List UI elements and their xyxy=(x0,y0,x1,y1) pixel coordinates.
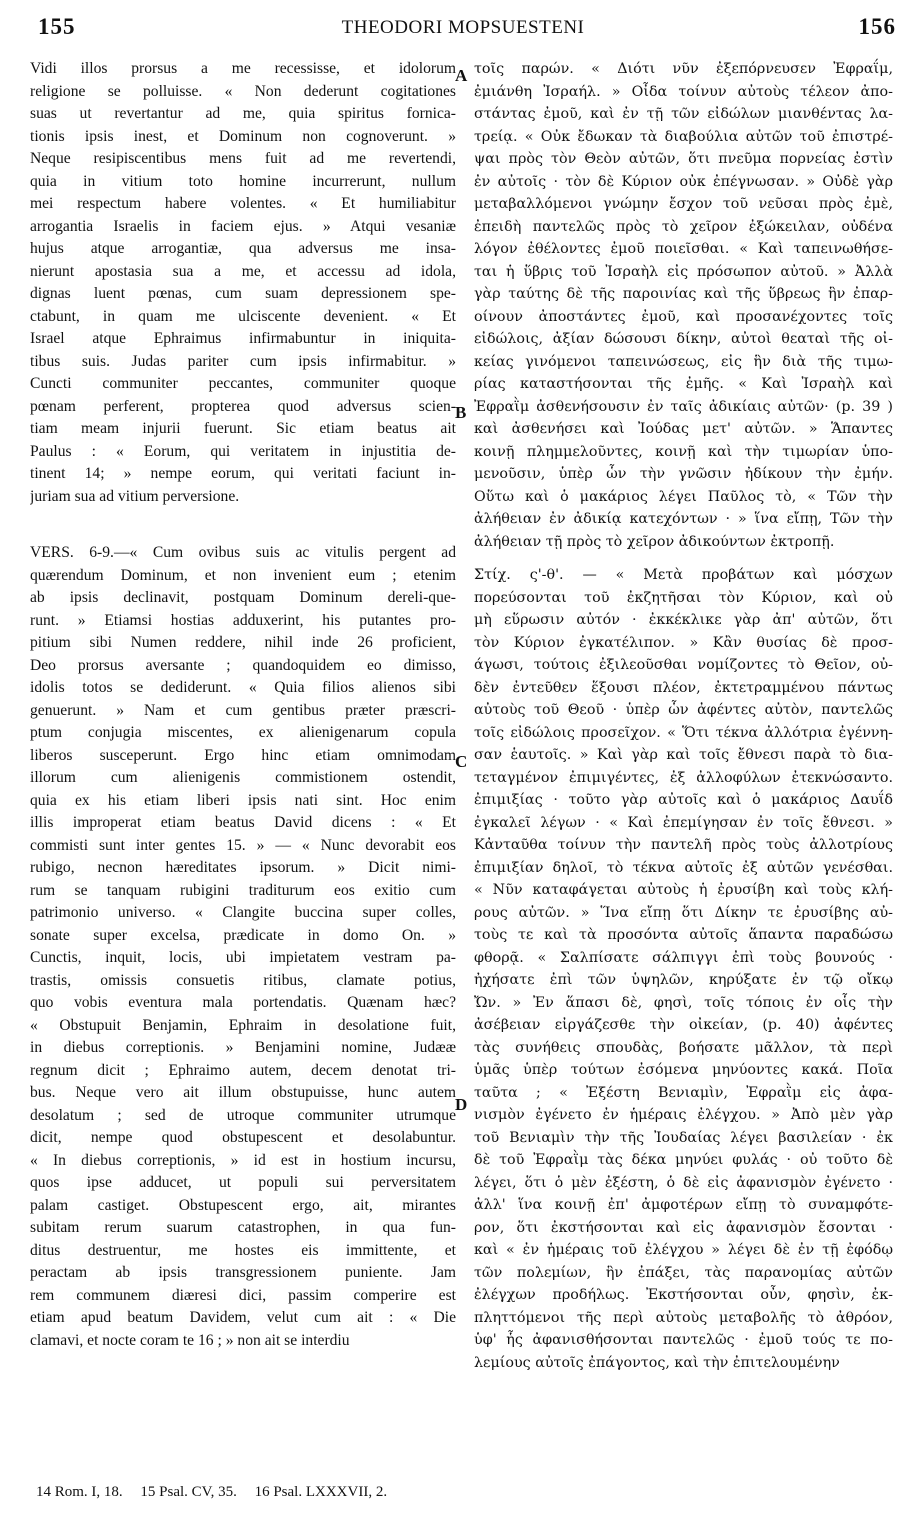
margin-mark-d: D xyxy=(455,1095,468,1114)
latin-text-line: Neque resipiscentibus mens fuit ad me revertendi, xyxy=(30,150,456,167)
latin-text-line: peractam ab ipsis transgressionem puniente. Jam xyxy=(30,1264,456,1281)
latin-text-line: trastis, omissis consuetis ritibus, clamate potius, xyxy=(30,971,456,989)
greek-text-line: νισμὸν ἐγένετο ἐν ἡμέραις ἐλέγχου. » Ἀπὸ μὲν γὰρ xyxy=(474,1107,893,1123)
greek-text-line: ἐμιάνθη Ἰσραήλ. » Οἶδα τοίνυν αὐτοὺς τέλεον ἀπο- xyxy=(474,83,893,100)
latin-text-line: clamavi, et nocte coram te 16 ; » non ait se interdiu xyxy=(30,1331,350,1349)
latin-text-line: « In diebus correptionis, » id est in hostium incursu, xyxy=(30,1151,456,1169)
margin-mark-c: C xyxy=(455,752,468,771)
greek-text-line: ἀλήθειαν ἐν ἀδικίᾳ κατεχόντων · » ἵνα εἴπῃ, Τῶν τὴν xyxy=(474,511,893,527)
greek-text-line: ρίας καταστήσονται τῆς ἐμῆς. « Καὶ Ἰσραὴλ καὶ xyxy=(474,376,893,392)
latin-column xyxy=(30,58,456,1352)
page-number-right: 156 xyxy=(858,14,896,39)
greek-text-line: ἀσέβειαν εἰργάζεσθε τὴν οἰκείαν, (p. 40) ἀφέντες xyxy=(474,1017,893,1033)
greek-text-line: τὰς συνήθεις σπουδὰς, βοήσατε μᾶλλον, τὰ περὶ xyxy=(474,1039,893,1056)
greek-text-line: λέγει, ὅτι ὁ μὲν ἐξέστη, ὁ δὲ εἰς ἀφανισμὸν ἐγένετο · xyxy=(474,1174,893,1191)
latin-text-line: rem communem diæresi dici, passim comperire est xyxy=(30,1286,456,1304)
latin-text-line: runt. » Etiamsi hostias adduxerint, his putantes pro- xyxy=(30,611,456,629)
latin-text-line: Cuncti communiter peccantes, communiter quoque xyxy=(30,375,456,392)
greek-text-line: μενοῦσιν, ὑπὲρ ὧν τὴν γνῶσιν ἠδίκουν τὴν ἐμήν. xyxy=(474,466,893,482)
greek-text-line: τοῦ Βενιαμὶν τὴν τῆς Ἰουδαίας λέγει βασιλείαν · ἐκ xyxy=(474,1129,893,1146)
latin-text-line: Israel atque Ephraimus infirmabuntur in iniquita- xyxy=(30,330,456,347)
latin-text-line: quia ex his etiam liberi ipsis nati sint. Hoc enim xyxy=(30,791,456,809)
latin-text-line: genuerunt. » Nam et cum gentibus præter præscri- xyxy=(30,701,456,719)
paragraph-gap xyxy=(30,508,456,542)
greek-text-line: μὴ εὕρωσιν αὐτόν · ἐκκέκλικε γὰρ ἀπ' αὐτῶν, ὅτι xyxy=(474,612,893,628)
latin-text-line: Vidi illos prorsus a me recessisse, et idolorum xyxy=(30,60,456,77)
greek-text-line: αὐτοὺς τοῦ Θεοῦ · ὑπὲρ ὧν ἀφέντες αὐτὸν, παντελῶς xyxy=(474,702,893,718)
latin-text-line: rubigo, necnon hæreditates ipsorum. » Dicit nimi- xyxy=(30,859,456,876)
margin-mark-a: A xyxy=(455,66,468,85)
latin-text-line: quia in vitium toto homine incurrerunt, nullum xyxy=(30,172,456,190)
latin-text-line: regnum dicit ; Ephraimo autem, decem denotat tri- xyxy=(30,1061,456,1079)
greek-text-line: ἀλλ' ἵνα κοινῇ ἐπ' ἀμφοτέρων εἴπῃ τὸ συναμφότε- xyxy=(474,1197,893,1213)
latin-text-line: palam castiget. Obstupescent ergo, ait, mirantes xyxy=(30,1196,456,1214)
greek-text-line: λεμίους αὐτοῖς ἐπάγοντος, καὶ τὴν ἐπιτελουμένην xyxy=(474,1354,840,1371)
greek-text-line: τῶν πολεμίων, ἣν ἐπάξει, τὰς παρανομίας αὐτῶν xyxy=(474,1264,893,1281)
greek-text-line: δὲ τοῦ Ἐφραῒμ τὰς δέκα μηνύει φυλάς · οὐ τοῦτο δὲ xyxy=(474,1152,893,1168)
greek-text-line: ἐπιμιξίαν δηλοῖ, τὸ τέκνα αὐτοῖς ἐξ αὐτῶν γενέσθαι. xyxy=(474,859,893,876)
latin-text-line: subitam rerum suarum catastrophen, in qua fun- xyxy=(30,1219,456,1236)
greek-text-line: Ἐφραῒμ ἀσθενήσουσιν ἐν ταῖς ἀδικίαις αὐτῶν· (p. 39 ) xyxy=(474,398,893,415)
greek-text-line: ρους αὐτῶν. » Ἵνα εἴπῃ ὅτι Δίκην τε ἐρυσίβης αὐ- xyxy=(474,904,893,921)
latin-text-line: « Obstupuit Benjamin, Ephraim in desolatione fuit, xyxy=(30,1016,456,1034)
greek-text-line: ἐλέγχων προδήλως. Ἐκστήσονται οὖν, φησὶν, ἐκ- xyxy=(474,1287,893,1303)
greek-text-line: ἀλήθειαν τῇ πρὸς τὸ χεῖρον ἀδικούντων ἐκτροπῇ. xyxy=(474,533,835,550)
greek-text-line: εἰδώλοις, ἀξίαν δώσουσι δίκην, αὐτοὶ θεαταὶ τῆς οἰ- xyxy=(474,331,893,347)
latin-text-line: quo vobis eventura mala portendatis. Quænam hæc? xyxy=(30,994,456,1011)
greek-text-line: Στίχ. ς'-θ'. — « Μετὰ προβάτων καὶ μόσχων xyxy=(474,567,893,583)
latin-text-line: patrimonio universo. « Clangite buccina super colles, xyxy=(30,904,456,921)
latin-text-line: ptum conjugia miscentes, ex alienigenarum copula xyxy=(30,724,456,741)
greek-text-line: λόγον ἐθέλοντες ἐμοῦ ποιεῖσθαι. « Καὶ ταπεινωθήσε- xyxy=(474,241,893,257)
latin-text-line: Paulus : « Eorum, qui veritatem in injustitia de- xyxy=(30,442,456,460)
latin-text-line: ab ipsis declinavit, postquam Dominum dereli-que- xyxy=(30,589,456,606)
latin-text-line: nierunt apostasia sua a me, et accessu ad idola, xyxy=(30,262,456,280)
greek-text-line: τοὺς τε καὶ τὰ προσόντα αὐτοῖς ἅπαντα παραδώσω xyxy=(474,927,893,943)
greek-text-line: κείας γινόμενοι ταπεινώσεως, εἰς ἣν διὰ τῆς τιμω- xyxy=(474,353,893,370)
latin-text-line: ditus destruentur, me hostes eis immittente, et xyxy=(30,1241,456,1259)
footnote: 15 Psal. CV, 35. xyxy=(140,1484,237,1500)
greek-text-line: ἐγκαλεῖ λέγων · « Καὶ ἐπεμίγησαν ἐν τοῖς ἔθνεσι. » xyxy=(474,814,893,831)
greek-text-line: γὰρ ταύτης δὲ τῆς παροινίας καὶ τῆς ὕβρεως ἣν ἐπαρ- xyxy=(474,286,893,302)
latin-text-line: sonate super excelsa, prædicate in domo On. » xyxy=(30,926,456,944)
latin-text-line: tiam meam injurii fuerunt. Sic etiam beatus ait xyxy=(30,420,456,437)
greek-text-line: ρον, ὅτι ἐκστήσονται καὶ εἰς ἀφανισμὸν ἔσονται · xyxy=(474,1219,893,1236)
latin-text-line: Deo prorsus aversante ; quandoquidem eo dimisso, xyxy=(30,656,456,674)
greek-text-line: πληττόμενοι τῆς περὶ αὐτοὺς μεταβολῆς τὸ ἀθρόον, xyxy=(474,1309,893,1326)
greek-text-line: σαν ἑαυτοῖς. » Καὶ γὰρ καὶ τοῖς ἔθνεσι παρὰ τὸ δια- xyxy=(474,747,893,763)
greek-text-line: τρείᾳ. « Οὐκ ἔδωκαν τὰ διαβούλια αὐτῶν τοῦ ἐπιστρέ- xyxy=(474,128,893,145)
greek-text-line: φθορᾷ. « Σαλπίσατε σάλπιγγι ἐπὶ τοὺς βουνούς · xyxy=(474,949,893,966)
latin-text-line: dicit, nempe quod obstupescent et desolabuntur. xyxy=(30,1129,456,1146)
greek-text-line: ὑμᾶς ὑπὲρ τούτων ἐσόμενα μηνύοντες κακά. Ποῖα xyxy=(474,1062,893,1078)
greek-text-line: μεταβαλλόμενοι γνώμην ἔσχον τοῦ νεῦσαι πρὸς ἐμὲ, xyxy=(474,196,893,212)
greek-text-line: κοινῇ πλημμελοῦντες, κοινῇ καὶ τὴν τιμωρίαν ὑπο- xyxy=(474,443,893,460)
latin-text-line: tibus suis. Judas pariter cum ipsis infirmabitur. » xyxy=(30,352,456,370)
greek-text-line: καὶ « ἐν ἡμέραις τοῦ ἐλέγχου » λέγει δὲ ἐν τῇ ἐφόδῳ xyxy=(474,1242,893,1258)
greek-text-line: ἐπιμιξίας · τοῦτο γὰρ αὐτοῖς καὶ ὁ μακάριος Δαυΐδ xyxy=(474,792,893,808)
greek-text-line: Κἀνταῦθα τοίνυν τὴν παντελῆ πρὸς τοὺς ἀλλοτρίους xyxy=(474,837,893,853)
footnote: 16 Psal. LXXXVII, 2. xyxy=(254,1484,388,1500)
greek-text-line: στάντας ἐμοῦ, καὶ ἐν τῇ τῶν εἰδώλων μιανθέντας λα- xyxy=(474,106,893,122)
latin-text-line: tionis ipsis inest, et Dominum non cognoverunt. » xyxy=(30,127,456,145)
page-number-left: 155 xyxy=(38,14,76,39)
latin-text-line: VERS. 6-9.—« Cum ovibus suis ac vitulis pergent ad xyxy=(30,544,456,561)
latin-text-line: Cunctis, inquit, locis, ubi impietatem vestram pa- xyxy=(30,949,456,966)
greek-text-line: Οὕτω καὶ ὁ μακάριος λέγει Παῦλος τὸ, « Τῶν τὴν xyxy=(474,488,893,505)
latin-text-line: etiam apud beatum Davidem, velut cum ait : « Die xyxy=(30,1309,456,1326)
greek-text-line: τοῖς παρών. « Διότι νῦν ἐξεπόρνευσεν Ἐφραΐμ, xyxy=(474,61,893,77)
latin-text-line: rum se tanquam rubigini traditurum eos exitio cum xyxy=(30,881,456,899)
latin-text-line: in diebus correptionis. » Benjamini nomine, Judææ xyxy=(30,1039,456,1056)
latin-text-line: desolatum ; sed de utroque communiter utrumque xyxy=(30,1106,456,1124)
latin-text-line: dignas luent pœnas, cum suam depressionem spe- xyxy=(30,285,456,302)
greek-text-line: οίνουν ἀποστάντες ἐμοῦ, καὶ προσανέχοντες τοῖς xyxy=(474,308,893,325)
footnote: 14 Rom. I, 18. xyxy=(36,1484,123,1500)
greek-text-line: πορεύσονται τοῦ ἐκζητῆσαι τὸν Κύριον, καὶ οὐ xyxy=(474,589,893,606)
latin-text-line: illis improperat etiam beatus David dicens : « Et xyxy=(30,814,456,831)
latin-text-line: bus. Neque vero ait illum obstupuisse, hunc autem xyxy=(30,1084,456,1101)
greek-text-line: ἐν αὐτοῖς · τὸν δὲ Κύριον οὐκ ἐπέγνωσαν. » Οὐδὲ γὰρ xyxy=(474,173,893,190)
latin-text-line: religione se polluisse. « Non dederunt cogitationes xyxy=(30,82,456,100)
greek-text-line: ἐπειδὴ παντελῶς πρὸς τὸ χεῖρον ἐξώκειλαν, οὐδένα xyxy=(474,218,893,235)
latin-text-line: suas ut revertantur ad me, quia spiritus fornica- xyxy=(30,105,456,122)
latin-text-line: commisti sunt inter gentes 15. » — « Nunc devorabit eos xyxy=(30,836,456,854)
greek-text-line: άγωσι, τούτοις ἐξιλεοῦσθαι νομίζοντες τὸ Θεῖον, οὐ- xyxy=(474,657,893,673)
greek-text-line: « Νῦν καταφάγεται αὐτοὺς ἡ ἐρυσίβη καὶ τοὺς κλή- xyxy=(474,882,893,898)
greek-column xyxy=(474,58,893,1374)
greek-text-line: ται ἡ ὕβρις τοῦ Ἰσραὴλ εἰς πρόσωπον αὐτοῦ. » Ἀλλὰ xyxy=(474,263,893,280)
latin-text-line: mei respectum habere volentes. « Et humiliabitur xyxy=(30,195,456,212)
latin-text-line: quærendum Dominum, et non invenient eum ; etenim xyxy=(30,566,456,584)
greek-text-line: τοῖς εἰδώλοις προσεῖχον. « Ὅτι τέκνα ἀλλότρια ἐγέννη- xyxy=(474,724,893,741)
latin-text-line: arrogantia Israelis in faciem ejus. » Atqui vesaniæ xyxy=(30,217,456,235)
latin-text-line: illorum cum alienigenis commistionem ostendit, xyxy=(30,769,456,786)
latin-text-line: tinent 14; » nempe eorum, qui veritati faciunt in- xyxy=(30,465,456,482)
paragraph-gap xyxy=(474,553,893,564)
latin-text-line: pitium sibi Numen reddere, nihil inde 26 proficient, xyxy=(30,634,456,651)
greek-text-line: τὸν Κύριον ἐγκατέλιπον. » Κἂν θυσίας δὲ προσ- xyxy=(474,634,893,651)
greek-text-line: καὶ ἀσθενήσει καὶ Ἰούδας μετ' αὐτῶν. » Ἅπαντες xyxy=(474,421,893,437)
greek-text-line: ἠχήσατε ἐπὶ τῶν ὑψηλῶν, κηρύξατε ἐν τῷ οἴκῳ xyxy=(474,972,893,988)
running-title: THEODORI MOPSUESTENI xyxy=(341,17,585,38)
greek-text-line: Ὤν. » Ἐν ἅπασι δὲ, φησὶ, τοῖς τόποις ἐν οἷς τὴν xyxy=(474,994,893,1011)
latin-text-line: ctabunt, in quam me ulciscente devenient. « Et xyxy=(30,307,456,325)
latin-text-line: juriam sua ad vitium perversione. xyxy=(30,487,240,505)
greek-text-line: ταῦτα ; « Ἐξέστη Βενιαμὶν, Ἐφραῒμ εἰς ἀφα- xyxy=(474,1084,893,1101)
latin-text-line: liberos susceperunt. Ergo hinc etiam omnimodam xyxy=(30,746,456,764)
greek-text-line: ὑφ' ἧς ἀφανισθήσονται παντελῶς · ἐμοῦ τούς τε πο- xyxy=(474,1332,893,1348)
greek-text-line: ψαι πρὸς τὸν Θεὸν αὐτῶν, ὅτι πνεῦμα πορνείας ἐστὶν xyxy=(474,151,893,167)
latin-text-line: pœnam perferent, propterea quod adversus scien- xyxy=(30,397,456,415)
latin-text-line: quos ipse adducet, ut populi sui perversitatem xyxy=(30,1174,456,1191)
margin-mark-b: B xyxy=(455,403,467,422)
page-header xyxy=(30,14,896,50)
greek-text-line: δὲν ἐντεῦθεν ἕξουσι πλέον, ἐκτετραμμένου πάντως xyxy=(474,679,893,696)
greek-text-line: τεταγμένον ἐπιμιγέντες, ἐξ ἀλλοφύλων ἐτεκνώσαντο. xyxy=(474,769,893,786)
latin-text-line: hujus atque arrogantiæ, qua adversus me insa- xyxy=(30,240,456,257)
latin-text-line: idolis totos se dediderunt. « Quia filios alienos sibi xyxy=(30,679,456,696)
footnotes xyxy=(36,1484,401,1501)
